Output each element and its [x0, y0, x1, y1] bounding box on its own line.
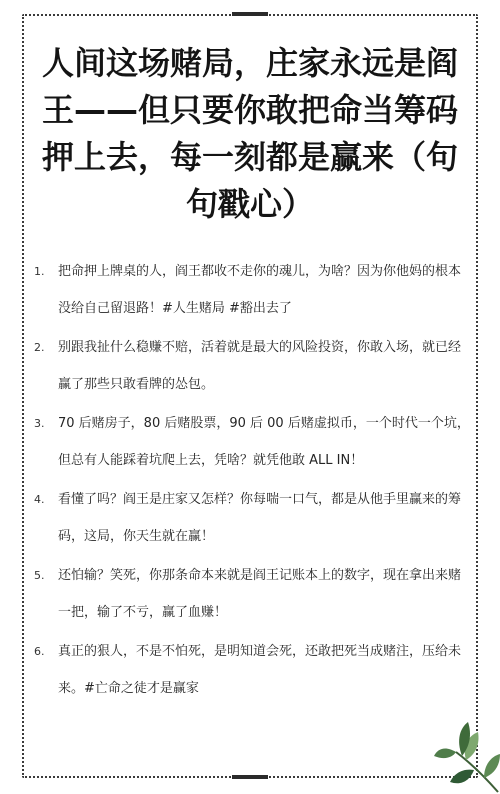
item-text: 别跟我扯什么稳赚不赔，活着就是最大的风险投资，你敢入场，就已经赢了那些只敢看牌的怂包。 [58, 340, 462, 392]
list-item [34, 562, 470, 638]
item-text: 还怕输？笑死，你那条命本来就是阎王记账本上的数字，现在拿出来赌一把，输了不亏，赢了血赚！ [58, 568, 462, 620]
item-number: 3. [34, 417, 45, 430]
item-text: 70 后赌房子，80 后赌股票，90 后 00 后赌虚拟币，一个时代一个坑，但总有人能踩着坑爬上去，凭啥？就凭他敢 ALL IN！ [58, 416, 470, 468]
leaf-shape [450, 770, 474, 784]
leaf-branch-icon [426, 716, 500, 794]
item-number: 6. [34, 645, 45, 658]
list-item [34, 334, 470, 410]
item-number: 1. [34, 265, 45, 278]
top-decor-bar [232, 12, 268, 16]
item-number: 5. [34, 569, 45, 582]
list-item [34, 258, 470, 334]
page-title: 人间这场赌局，庄家永远是阎王——但只要你敢把命当筹码押上去，每一刻都是赢来（句句戳心） [41, 44, 458, 223]
list-item [34, 410, 470, 486]
item-text: 看懂了吗？阎王是庄家又怎样？你每喘一口气，都是从他手里赢来的筹码，这局，你天生就在赢！ [58, 492, 462, 544]
quote-list [34, 258, 470, 714]
leaf-shape [484, 754, 500, 778]
item-number: 4. [34, 493, 45, 506]
bottom-decor-bar [232, 775, 268, 779]
item-number: 2. [34, 341, 45, 354]
list-item [34, 486, 470, 562]
leaf-shape [434, 749, 456, 759]
list-item [34, 638, 470, 714]
item-text: 真正的狠人，不是不怕死，是明知道会死，还敢把死当成赌注，压给未来。#亡命之徒才是赢家 [58, 644, 462, 696]
item-text: 把命押上牌桌的人，阎王都收不走你的魂儿，为啥？因为你他妈的根本没给自己留退路！#人生赌局 #豁出去了 [58, 264, 462, 316]
